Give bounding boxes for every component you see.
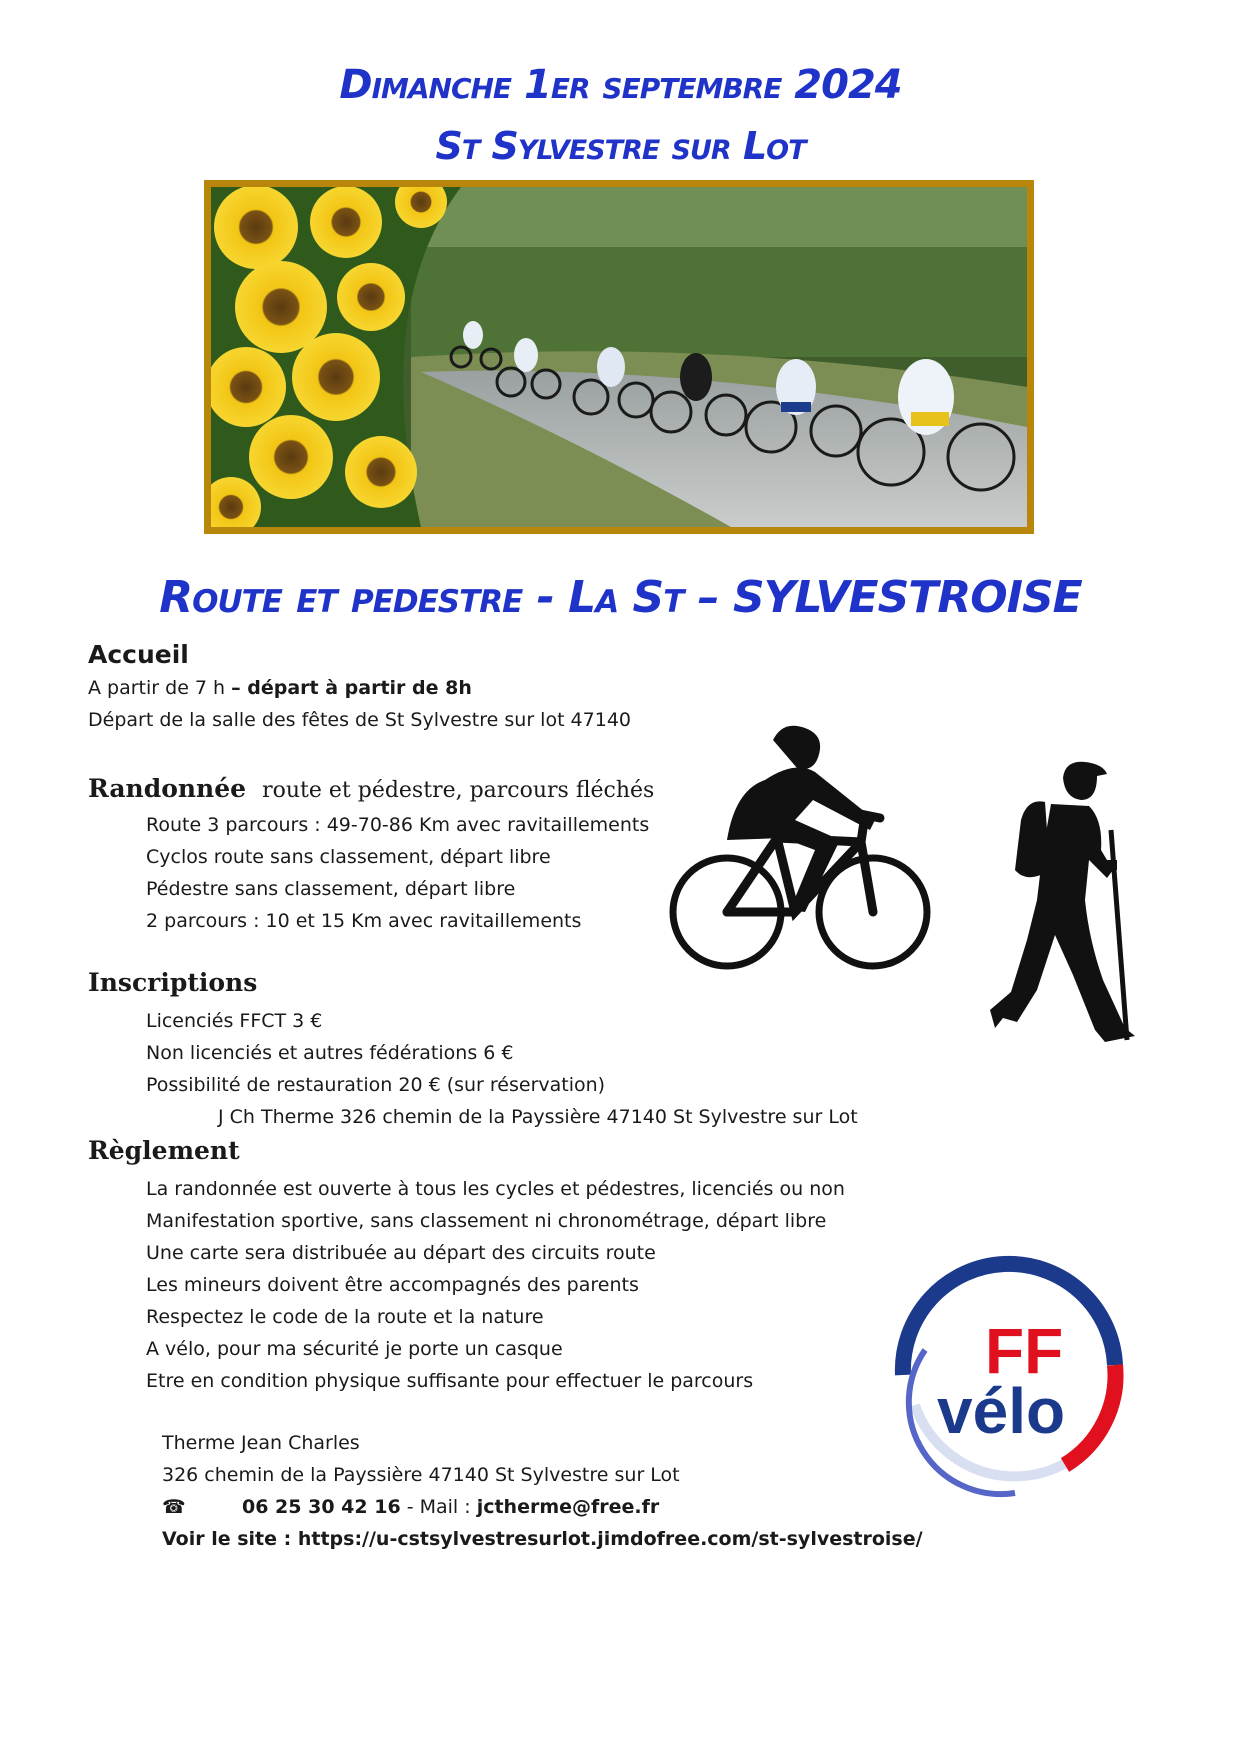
contact-phone: 06 25 30 42 16	[242, 1496, 401, 1518]
date-title: Dimanche 1er septembre 2024	[339, 62, 902, 108]
randonnee-item: 2 parcours : 10 et 15 Km avec ravitaillements	[146, 910, 582, 932]
randonnee-heading-line	[88, 774, 654, 803]
cyclists-sunflowers-photo	[204, 180, 1034, 534]
event-title: Route et pedestre - La St – SYLVESTROISE	[159, 572, 1082, 623]
accueil-time: A partir de 7 h	[88, 677, 232, 699]
phone-icon: ☎	[162, 1496, 186, 1518]
contact-address: 326 chemin de la Payssière 47140 St Sylvestre sur Lot	[162, 1464, 680, 1486]
contact-phone-line	[162, 1496, 659, 1518]
mail-label: - Mail :	[400, 1496, 477, 1518]
reglement-heading: Règlement	[88, 1136, 240, 1165]
inscription-address: J Ch Therme 326 chemin de la Payssière 47140 St Sylvestre sur Lot	[218, 1106, 858, 1128]
logo-velo-text: vélo	[937, 1375, 1066, 1447]
logo-ff-text: FF	[985, 1315, 1064, 1387]
accueil-heading: Accueil	[88, 640, 189, 669]
ff-velo-logo	[885, 1255, 1140, 1500]
randonnee-item: Route 3 parcours : 49-70-86 Km avec ravitaillements	[146, 814, 650, 836]
website-link[interactable]: Voir le site : https://u-cstsylvestresurlot.jimdofree.com/st-sylvestroise/	[162, 1528, 923, 1550]
inscriptions-heading: Inscriptions	[88, 968, 258, 997]
reglement-item: Les mineurs doivent être accompagnés des parents	[146, 1274, 639, 1296]
inscription-item: Licenciés FFCT 3 €	[146, 1010, 323, 1032]
reglement-item: Une carte sera distribuée au départ des circuits route	[146, 1242, 656, 1264]
reglement-item: A vélo, pour ma sécurité je porte un casque	[146, 1338, 563, 1360]
randonnee-item: Cyclos route sans classement, départ libre	[146, 846, 551, 868]
randonnee-heading: Randonnée	[88, 774, 247, 803]
accueil-departure: – départ à partir de 8h	[231, 677, 472, 699]
inscription-item: Non licenciés et autres fédérations 6 €	[146, 1042, 514, 1064]
reglement-item: La randonnée est ouverte à tous les cycles et pédestres, licenciés ou non	[146, 1178, 845, 1200]
randonnee-subtitle: route et pédestre, parcours fléchés	[262, 778, 655, 803]
reglement-item: Respectez le code de la route et la nature	[146, 1306, 544, 1328]
inscription-item: Possibilité de restauration 20 € (sur réservation)	[146, 1074, 606, 1096]
accueil-line-2: Départ de la salle des fêtes de St Sylvestre sur lot 47140	[88, 709, 632, 731]
cyclist-silhouette-icon	[665, 720, 937, 970]
place-title: St Sylvestre sur Lot	[435, 124, 806, 168]
randonnee-item: Pédestre sans classement, départ libre	[146, 878, 516, 900]
contact-name: Therme Jean Charles	[162, 1432, 360, 1454]
contact-email-link[interactable]: jctherme@free.fr	[476, 1496, 660, 1518]
hiker-silhouette-icon	[985, 760, 1155, 1050]
reglement-item: Etre en condition physique suffisante pour effectuer le parcours	[146, 1370, 754, 1392]
reglement-item: Manifestation sportive, sans classement ni chronométrage, départ libre	[146, 1210, 827, 1232]
accueil-line-1	[88, 677, 472, 699]
